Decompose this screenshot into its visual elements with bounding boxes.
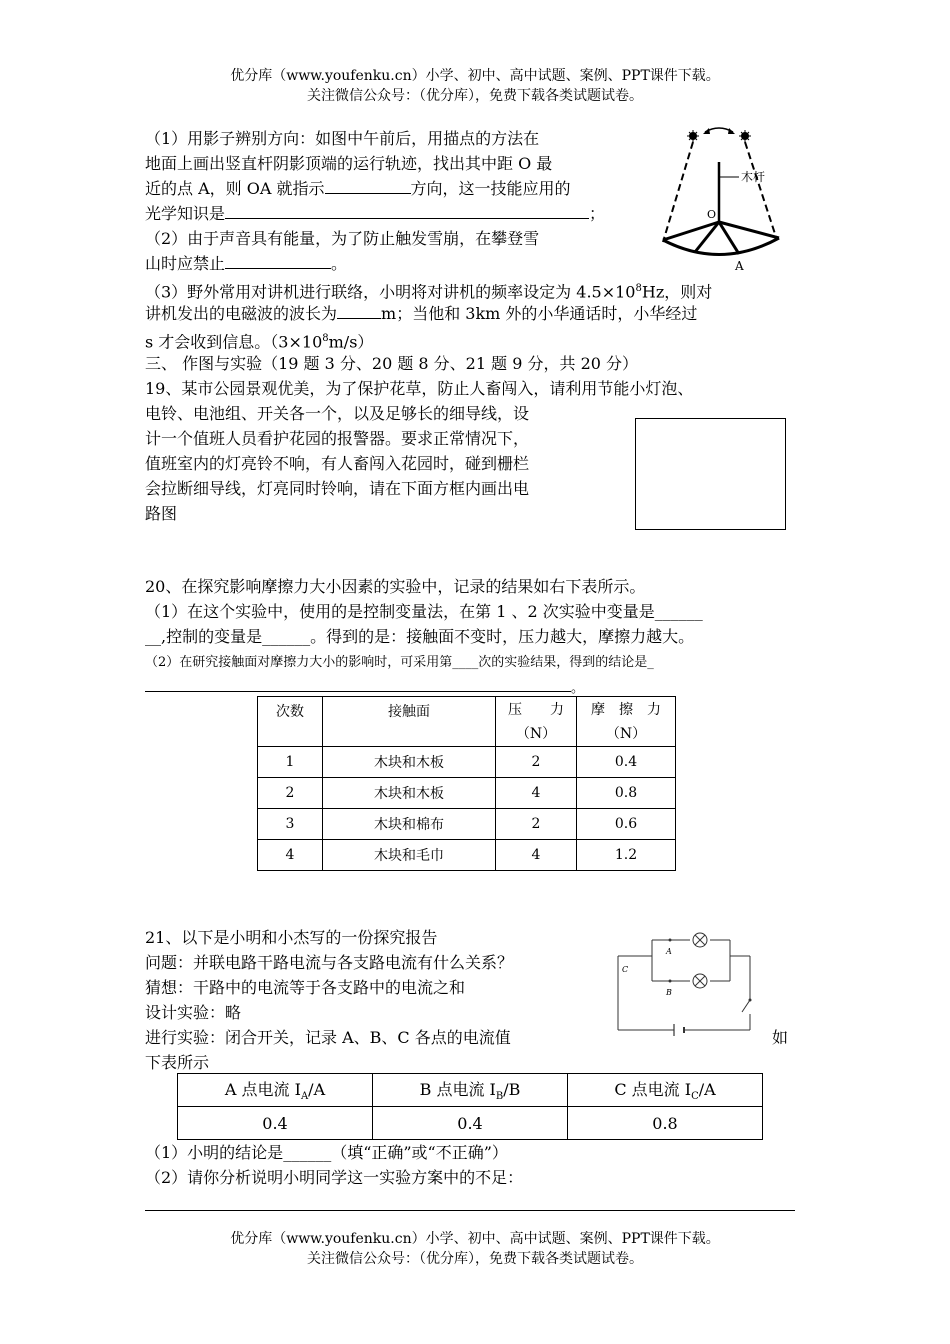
q21-line5: 进行实验：闭合开关，记录 A、B、C 各点的电流值 (145, 1028, 511, 1047)
circuit-label-b: B (666, 988, 672, 997)
switch-lever (742, 1000, 750, 1012)
q21-question1-b[interactable]: ______（填“正确”或“不正确”） (283, 1143, 508, 1162)
table-cell: 木块和木板 (323, 778, 496, 809)
header-current-c (568, 1074, 763, 1107)
table-header-row (258, 697, 676, 747)
q18-part1-line4 (145, 201, 605, 226)
table-cell: 4 (258, 840, 323, 871)
q21-line2: 问题：并联电路干路电流与各支路电流有什么关系？ (145, 953, 514, 972)
q19-line3: 计一个值班人员看护花园的报警器。要求正常情况下， (145, 429, 530, 448)
q21-question1 (145, 1140, 508, 1165)
circuit-label-c: C (622, 965, 629, 974)
q18-part2-line2 (145, 251, 347, 276)
shadow-trajectory (663, 238, 779, 255)
table-row (258, 840, 676, 871)
table-cell: 1 (258, 747, 323, 778)
q18-part1-line4-a: 光学知识是 (145, 204, 226, 223)
q18-wavelength-blank[interactable] (337, 301, 381, 319)
q18-exp-2: 8 (322, 333, 329, 344)
q18-part3-line2-a: 讲机发出的电磁波的波长为 (145, 304, 338, 323)
page-header-line-1: 优分库（www.youfenku.cn）小学、初中、高中试题、案例、PPT课件下载。 (230, 68, 720, 84)
q18-part1-line4-b: ； (589, 204, 606, 223)
header-current-b (373, 1074, 568, 1107)
table-cell: 2 (258, 778, 323, 809)
q18-part3-line2-b: m；当他和 3km 外的小华通话时，小华经过 (381, 304, 698, 323)
q19-line6: 路图 (145, 504, 178, 523)
q19-line1: 19、某市公园景观优美，为了保护花草，防止人畜闯入，请利用节能小灯泡、 (145, 379, 694, 398)
table-cell: 2 (496, 747, 577, 778)
q20-line3: __,控制的变量是______。得到的是：接触面不变时，压力越大，摩擦力越大。 (145, 627, 695, 646)
table-cell: 4 (496, 840, 577, 871)
q19-line4: 值班室内的灯亮铃不响，有人畜闯入花园时，碰到栅栏 (145, 454, 530, 473)
table-cell: 0.8 (577, 778, 676, 809)
sun-icon (687, 130, 699, 142)
q20-line4: （2）在研究接触面对摩擦力大小的影响时，可采用第____次的实验结果，得到的结论是_ (145, 655, 654, 670)
header-a-sub: A (300, 1091, 309, 1103)
q18-part1-line3 (145, 176, 571, 201)
arrow-head-left-icon (703, 128, 710, 134)
header-b-text: B 点电流 I (419, 1080, 496, 1100)
switch-contact (749, 999, 752, 1002)
sun-icon (739, 130, 751, 142)
circuit-label-a: A (666, 947, 672, 956)
table-cell: 3 (258, 809, 323, 840)
table-row (258, 747, 676, 778)
table-header-row (178, 1074, 763, 1107)
header-c-sub: C (691, 1091, 699, 1103)
table-cell: 0.4 (373, 1107, 568, 1140)
parallel-circuit-figure (612, 926, 762, 1036)
q18-part1-line1: （1）用影子辨别方向：如图中午前后，用描点的方法在 (145, 129, 540, 148)
header-c-text: C 点电流 I (614, 1080, 692, 1100)
table-cell: 木块和木板 (323, 747, 496, 778)
q18-exp-1: 8 (635, 283, 642, 294)
arrow-head-right-icon (728, 128, 735, 134)
point-o-label: O (707, 208, 717, 221)
table-cell: 2 (496, 809, 577, 840)
page-footer-line-1: 优分库（www.youfenku.cn）小学、初中、高中试题、案例、PPT课件下载。 (230, 1231, 720, 1247)
q20-line2: （1）在这个实验中，使用的是控制变量法，在第 1 、2 次实验中变量是______ (145, 602, 703, 621)
q19-line5: 会拉断细导线，灯亮同时铃响，请在下面方框内画出电 (145, 479, 530, 498)
q21-question2: （2）请你分析说明小明同学这一实验方案中的不足： (145, 1168, 524, 1187)
q19-line2: 电铃、电池组、开关各一个，以及足够长的细导线，设 (145, 404, 530, 423)
header-a-unit: /A (308, 1080, 326, 1100)
table-cell: 0.4 (577, 747, 676, 778)
q19-answer-box[interactable] (635, 418, 786, 530)
header-pressure: 压 力（N） (496, 697, 577, 747)
page-header-line-2: 关注微信公众号：（优分库），免费下载各类试题试卷。 (307, 88, 643, 104)
q18-part3-line3-a: s 才会收到信息。（3×10 (145, 332, 323, 352)
q18-part1-line3-a: 近的点 A，则 OA 就指示 (145, 179, 325, 198)
point-b-dot (669, 980, 672, 983)
table-cell: 木块和毛巾 (323, 840, 496, 871)
table-row (258, 809, 676, 840)
table-cell: 0.8 (568, 1107, 763, 1140)
header-surface: 接触面 (323, 697, 496, 747)
rod-label: 木杆 (741, 170, 766, 184)
q21-question1-a: （1）小明的结论是 (145, 1143, 284, 1162)
q18-forbid-blank[interactable] (225, 251, 331, 269)
q21-line6: 下表所示 (145, 1053, 210, 1072)
table-row (178, 1107, 763, 1140)
header-trial: 次数 (258, 697, 323, 747)
table-cell: 1.2 (577, 840, 676, 871)
table-cell: 0.6 (577, 809, 676, 840)
current-table (177, 1073, 763, 1140)
header-b-sub: B (495, 1091, 504, 1103)
header-friction: 摩 擦 力（N） (577, 697, 676, 747)
battery-icon (674, 1024, 684, 1036)
table-cell: 0.4 (178, 1107, 373, 1140)
page-footer-line-2: 关注微信公众号：（优分库），免费下载各类试题试卷。 (307, 1251, 643, 1267)
q18-direction-blank[interactable] (325, 176, 411, 194)
q18-part3-line2 (145, 301, 697, 326)
q18-part2-line1: （2）由于声音具有能量，为了防止触发雪崩，在攀登雪 (145, 229, 540, 248)
table-cell: 木块和棉布 (323, 809, 496, 840)
q20-line1: 20、在探究影响摩擦力大小因素的实验中，记录的结果如右下表所示。 (145, 577, 646, 596)
bulb-a-icon (693, 933, 707, 947)
q18-part1-line3-b: 方向，这一技能应用的 (410, 179, 571, 198)
q18-part3-line1-b: Hz，则对 (641, 282, 713, 302)
header-b-unit: /B (503, 1080, 521, 1100)
q18-part3-line3-b: m/s） (328, 332, 374, 352)
sun-ray-right (745, 142, 777, 240)
q20-line5-end: 。 (571, 681, 585, 696)
q18-part2-line2-a: 山时应禁止 (145, 254, 226, 273)
q21-line4: 设计实验：略 (145, 1003, 242, 1022)
point-a-dot (669, 939, 672, 942)
q18-optics-blank[interactable] (225, 201, 589, 219)
q21-answer-line[interactable] (145, 1210, 795, 1211)
table-row (258, 778, 676, 809)
point-a-label: A (735, 259, 744, 273)
q18-part2-line2-b: 。 (331, 254, 348, 273)
q18-part1-line2: 地面上画出竖直杆阴影顶端的运行轨迹，找出其中距 O 最 (145, 154, 553, 173)
q21-line3: 猜想：干路中的电流等于各支路中的电流之和 (145, 978, 466, 997)
q21-line1: 21、以下是小明和小杰写的一份探究报告 (145, 928, 438, 947)
shadow-figure (655, 122, 815, 282)
friction-table (257, 696, 676, 871)
bulb-b-icon (693, 974, 707, 988)
table-cell: 4 (496, 778, 577, 809)
q18-part3-line1-a: （3）野外常用对讲机进行联络，小明将对讲机的频率设定为 4.5×10 (145, 282, 636, 302)
q21-line5-end: 如 (772, 1028, 789, 1047)
header-a-text: A 点电流 I (224, 1080, 301, 1100)
header-current-a (178, 1074, 373, 1107)
sun-ray-left (663, 142, 693, 242)
section-3-title: 三、 作图与实验（19 题 3 分、20 题 8 分、21 题 9 分，共 20 分） (145, 354, 639, 373)
header-c-unit: /A (698, 1080, 716, 1100)
q20-conclusion-blank[interactable] (145, 674, 571, 692)
